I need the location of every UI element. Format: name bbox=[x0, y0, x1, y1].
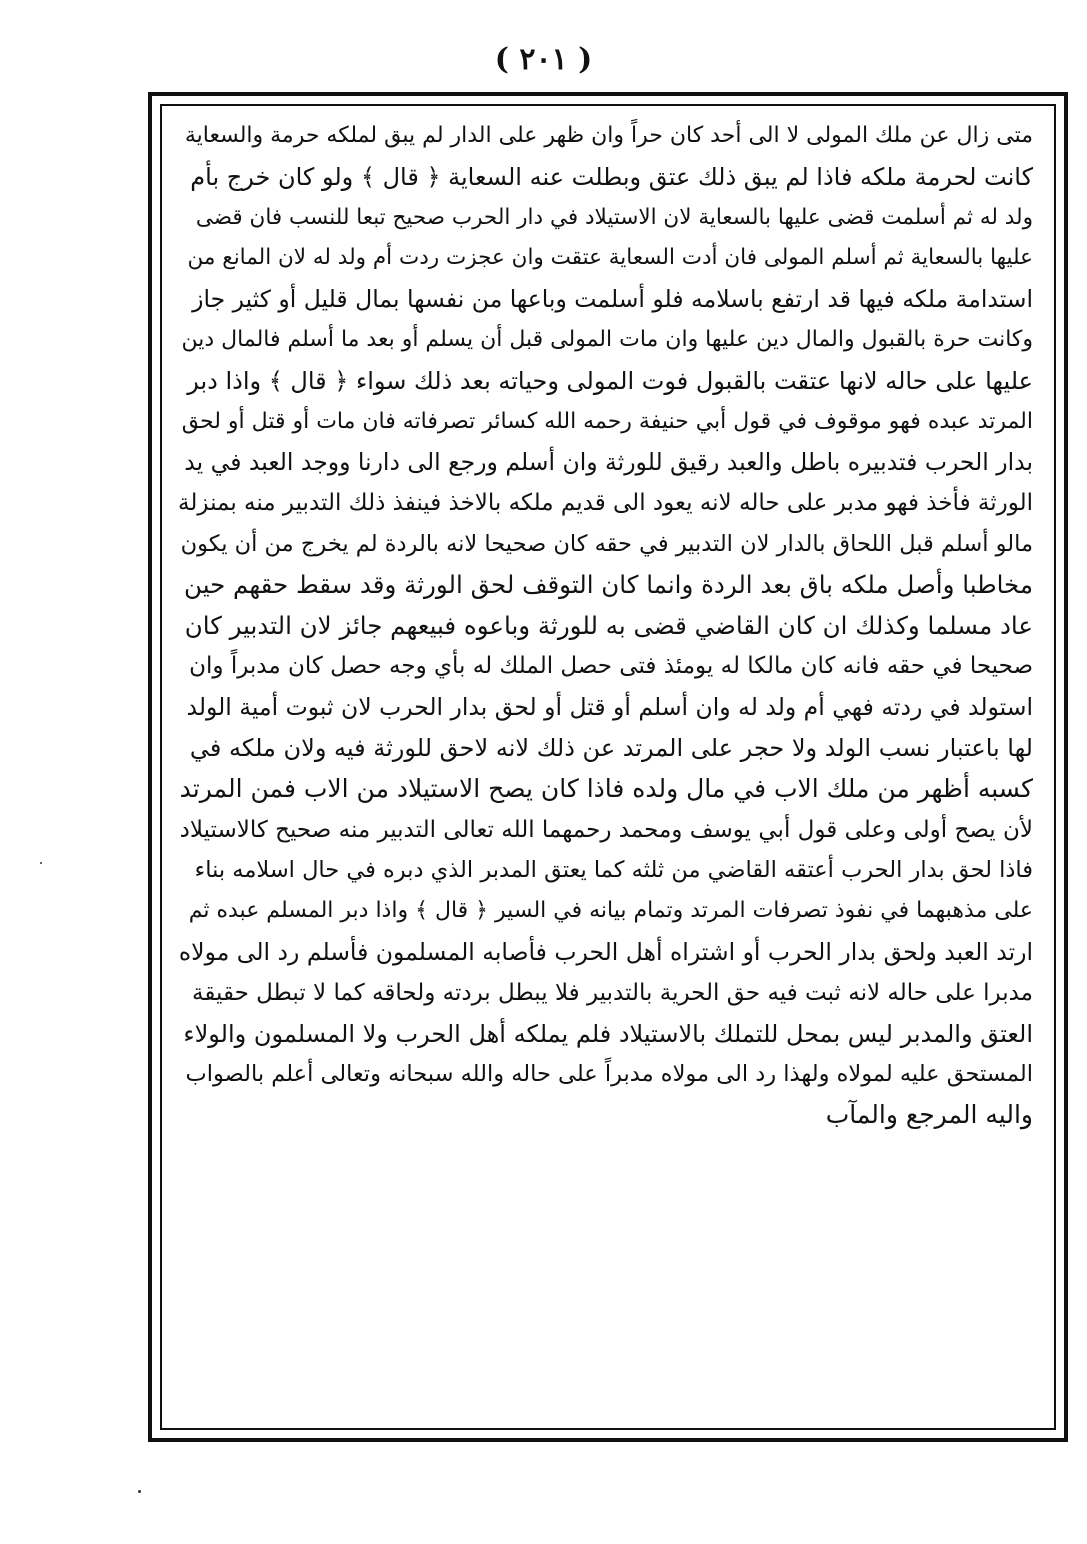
text-line: متى زال عن ملك المولى لا الى أحد كان حراً وان ظهر على الدار لم يبق لملكه حرمة والسعاية bbox=[184, 123, 1033, 148]
text-line: عاد مسلما وكذلك ان كان القاضي قضى به للورثة وباعوه فبيعهم جائز لان التدبير كان bbox=[184, 610, 1033, 640]
text-line: مدبرا على حاله لانه ثبت فيه حق الحرية بالتدبير فلا يبطل بردته ولحاقه كما لا تبطل حقيقة bbox=[192, 979, 1033, 1006]
page-number: ( ٢٠١ ) bbox=[494, 42, 593, 77]
scan-speck bbox=[138, 1490, 141, 1493]
text-line: استولد في ردته فهي أم ولد له وان أسلم أو قتل أو لحق بدار الحرب لان ثبوت أمية الولد bbox=[186, 693, 1033, 722]
text-line: مالو أسلم قبل اللحاق بالدار لان التدبير في حقه كان صحيحا لانه بالردة لم يخرج من أن يكون bbox=[180, 530, 1033, 557]
text-line: لها باعتبار نسب الولد ولا حجر على المرتد عن ذلك لانه لاحق للورثة فيه ولان ملكه في bbox=[189, 733, 1033, 762]
text-line: لأن يصح أولى وعلى قول أبي يوسف ومحمد رحمهما الله تعالى التدبير منه صحيح كالاستيلاد bbox=[179, 816, 1033, 843]
text-line: المستحق عليه لمولاه ولهذا رد الى مولاه مدبراً على حاله والله سبحانه وتعالى أعلم بالصواب bbox=[185, 1061, 1033, 1088]
text-line: بدار الحرب فتدبيره باطل والعبد رقيق للورثة وان أسلم ورجع الى دارنا ووجد العبد في يد bbox=[184, 448, 1033, 477]
text-line: المرتد عبده فهو موقوف في قول أبي حنيفة رحمه الله كسائر تصرفاته فان مات أو قتل أو لحق bbox=[181, 408, 1033, 434]
text-line: عليها بالسعاية ثم أسلم المولى فان أدت السعاية عتقت وان عجزت ردت أم ولد له لان المانع من bbox=[187, 245, 1033, 271]
text-line: العتق والمدبر ليس بمحل للتملك بالاستيلاد فلم يملكه أهل الحرب ولا المسلمون والولاء bbox=[183, 1019, 1033, 1048]
text-line: على مذهبهما في نفوذ تصرفات المرتد وتمام بيانه في السير ﴿ قال ﴾ واذا دبر المسلم عبده ثم bbox=[188, 898, 1033, 924]
text-line: ولد له ثم أسلمت قضى عليها بالسعاية لان الاستيلاد في دار الحرب صحيح تبعا للنسب فان قضى bbox=[195, 204, 1033, 230]
text-line: استدامة ملكه فيها قد ارتفع باسلامه فلو أسلمت وباعها من نفسها بمال قليل أو كثير جاز bbox=[192, 285, 1033, 314]
text-line: وكانت حرة بالقبول والمال دين عليها وان مات المولى قبل أن يسلم أو بعد ما أسلم فالمال دين bbox=[181, 326, 1033, 352]
text-line: فاذا لحق بدار الحرب أعتقه القاضي من ثلثه كما يعتق المدبر الذي دبره في حال اسلامه بناء bbox=[194, 857, 1033, 884]
text-line: الورثة فأخذ فهو مدبر على حاله لانه يعود الى قديم ملكه بالاخذ فينفذ ذلك التدبير منه بمنزلة bbox=[178, 490, 1033, 517]
text-line: كانت لحرمة ملكه فاذا لم يبق ذلك عتق وبطلت عنه السعاية ﴿ قال ﴾ ولو كان خرج بأم bbox=[190, 162, 1033, 191]
scan-speck bbox=[40, 862, 42, 864]
text-line: عليها على حاله لانها عتقت بالقبول فوت المولى وحياته بعد ذلك سواء ﴿ قال ﴾ واذا دبر bbox=[187, 366, 1033, 395]
text-line: مخاطبا وأصل ملكه باق بعد الردة وانما كان التوقف لحق الورثة وقد سقط حقهم حين bbox=[184, 569, 1033, 599]
text-line: صحيحا في حقه فانه كان مالكا له يومئذ فتى حصل الملك له بأي وجه حصل كان مدبراً وان bbox=[189, 653, 1033, 680]
text-line: ارتد العبد ولحق بدار الحرب أو اشتراه أهل الحرب فأصابه المسلمون فأسلم رد الى مولاه bbox=[178, 937, 1033, 966]
body-text bbox=[178, 116, 1033, 1426]
text-line: واليه المرجع والمآب bbox=[825, 1100, 1033, 1130]
text-line: كسبه أظهر من ملك الاب في مال ولده فاذا كان يصح الاستيلاد من الاب فمن المرتد bbox=[179, 773, 1033, 803]
